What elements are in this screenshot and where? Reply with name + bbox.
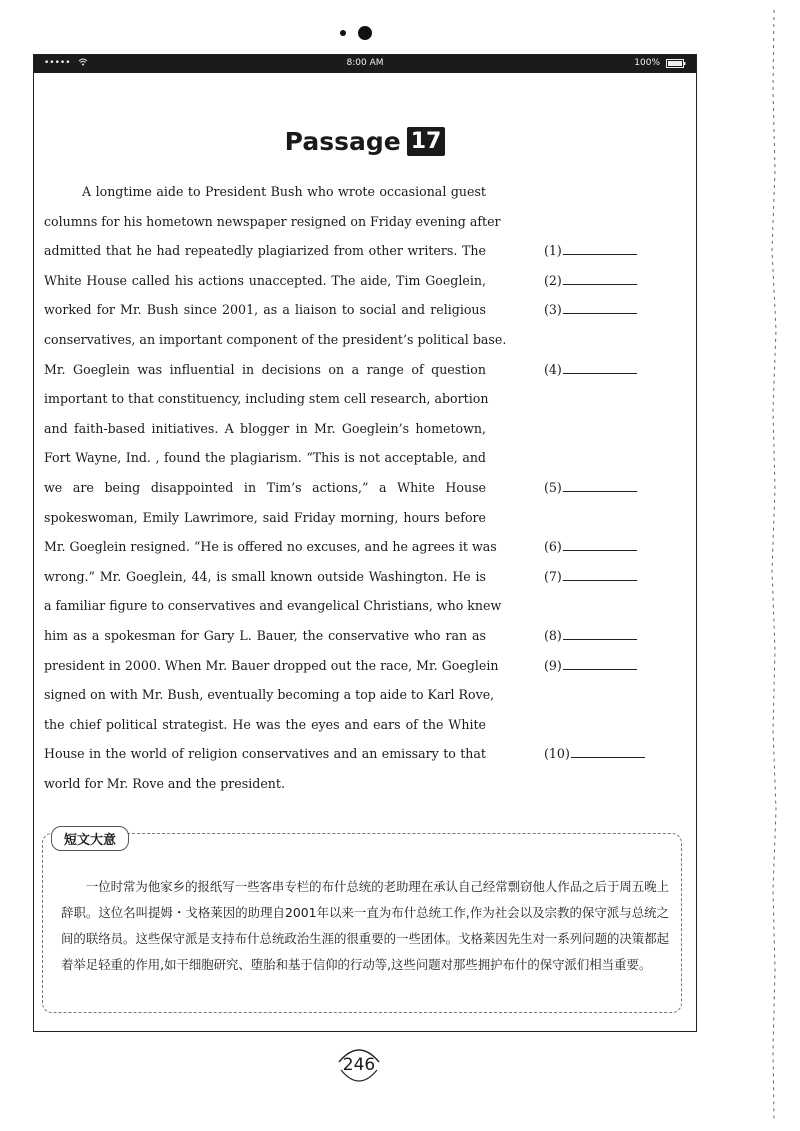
answer-blank-field[interactable] xyxy=(563,240,637,255)
passage-line: president in 2000. When Mr. Bauer dropped out the race, Mr. Goeglein xyxy=(44,657,499,673)
passage-line: admitted that he had repeatedly plagiarized from other writers. The xyxy=(44,243,486,259)
passage-line: Mr. Goeglein was influential in decisions on a range of question xyxy=(44,361,486,377)
answer-label: (5) xyxy=(544,480,562,495)
answer-label: (2) xyxy=(544,272,562,288)
passage-line: Fort Wayne, Ind. , found the plagiarism. “This is not acceptable, and xyxy=(44,450,486,466)
summary-text xyxy=(61,874,669,978)
camera-dot-large xyxy=(358,26,372,40)
passage-line: spokeswoman, Emily Lawrimore, said Friday morning, hours before xyxy=(44,509,486,525)
passage-line: House in the world of religion conservatives and an emissary to that xyxy=(44,746,486,762)
passage-body xyxy=(44,177,507,798)
answer-blank-field[interactable] xyxy=(563,359,637,374)
answer-blank-field[interactable] xyxy=(563,477,637,492)
passage-line: columns for his hometown newspaper resigned on Friday evening after xyxy=(44,213,501,229)
answer-label: (6) xyxy=(544,539,562,555)
passage-line: the chief political strategist. He was the eyes and ears of the White xyxy=(44,716,486,732)
answer-blank-field[interactable] xyxy=(563,566,637,581)
answer-blank-field[interactable] xyxy=(563,655,637,670)
passage-line: world for Mr. Rove and the president. xyxy=(44,775,285,791)
passage-title-text: Passage xyxy=(284,127,401,156)
passage-line: White House called his actions unaccepted. The aide, Tim Goeglein, xyxy=(44,272,486,288)
answer-slot xyxy=(544,621,637,651)
passage-line: and faith-based initiatives. A blogger in Mr. Goeglein’s hometown, xyxy=(44,420,486,436)
answer-slot xyxy=(544,295,637,325)
passage-line: signed on with Mr. Bush, eventually becoming a top aide to Karl Rove, xyxy=(44,687,495,703)
passage-line: conservatives, an important component of the president’s political base. xyxy=(44,331,507,347)
scan-edge-decoration xyxy=(764,10,784,1120)
camera-dot-small xyxy=(340,30,346,36)
answer-slot xyxy=(544,355,637,385)
summary-box xyxy=(42,833,682,1013)
passage-line: Mr. Goeglein resigned. “He is offered no excuses, and he agrees it was xyxy=(44,539,497,555)
answer-slot xyxy=(544,562,637,592)
passage-line: a familiar figure to conservatives and evangelical Christians, who knew xyxy=(44,598,502,614)
passage-line: we are being disappointed in Tim’s actions,” a White House xyxy=(44,479,486,495)
answer-blank-field[interactable] xyxy=(571,743,645,758)
answer-blank-field[interactable] xyxy=(563,299,637,314)
answer-label: (1) xyxy=(544,243,562,259)
answer-slot xyxy=(544,236,637,266)
answer-slot xyxy=(544,266,637,296)
answer-label: (10) xyxy=(544,746,570,762)
passage-number-badge: 17 xyxy=(407,127,446,156)
device-frame xyxy=(33,54,697,1032)
page-number: 246 xyxy=(342,1055,376,1075)
passage-title xyxy=(34,127,696,167)
page-number-badge xyxy=(335,1040,385,1090)
passage-line: A longtime aide to President Bush who wrote occasional guest xyxy=(82,184,486,199)
passage-line: important to that constituency, including stem cell research, abortion xyxy=(44,391,489,407)
answer-slot xyxy=(544,473,637,503)
answer-slot xyxy=(544,739,645,769)
answer-label: (9) xyxy=(544,657,562,673)
answer-label: (3) xyxy=(544,302,562,318)
answer-slot xyxy=(544,532,637,562)
answer-blank-field[interactable] xyxy=(563,270,637,285)
summary-label: 短文大意 xyxy=(51,826,129,851)
passage-line: wrong.” Mr. Goeglein, 44, is small known outside Washington. He is xyxy=(44,568,486,584)
battery-percent: 100% xyxy=(634,58,660,68)
battery-icon xyxy=(666,59,686,68)
signal-strength: ••••• xyxy=(44,58,71,68)
answer-blank-field[interactable] xyxy=(563,536,637,551)
answer-label: (7) xyxy=(544,568,562,584)
summary-paragraph: 一位时常为他家乡的报纸写一些客串专栏的布什总统的老助理在承认自己经常剽窃他人作品之后于周五晚上辞职。这位名叫提姆・戈格莱因的助理自2001年以来一直为布什总统工作,作为社会以及宗教的保守派与总统之间的联络员。这些保守派是支持布什总统政治生涯的很重要的一些团体。戈格莱因先生对一系列问题的决策都起着举足轻重的作用,如干细胞研究、堕胎和基于信仰的行动等,这些问题对那些拥护布什的保守派们相当重要。 xyxy=(61,879,669,972)
passage-line: him as a spokesman for Gary L. Bauer, the conservative who ran as xyxy=(44,627,486,643)
answer-label: (8) xyxy=(544,628,562,643)
answer-label: (4) xyxy=(544,361,562,377)
answer-blank-field[interactable] xyxy=(563,625,637,640)
status-time: 8:00 AM xyxy=(346,58,384,68)
status-bar xyxy=(34,55,696,73)
answer-slot xyxy=(544,651,637,681)
passage-line: worked for Mr. Bush since 2001, as a liaison to social and religious xyxy=(44,302,486,318)
